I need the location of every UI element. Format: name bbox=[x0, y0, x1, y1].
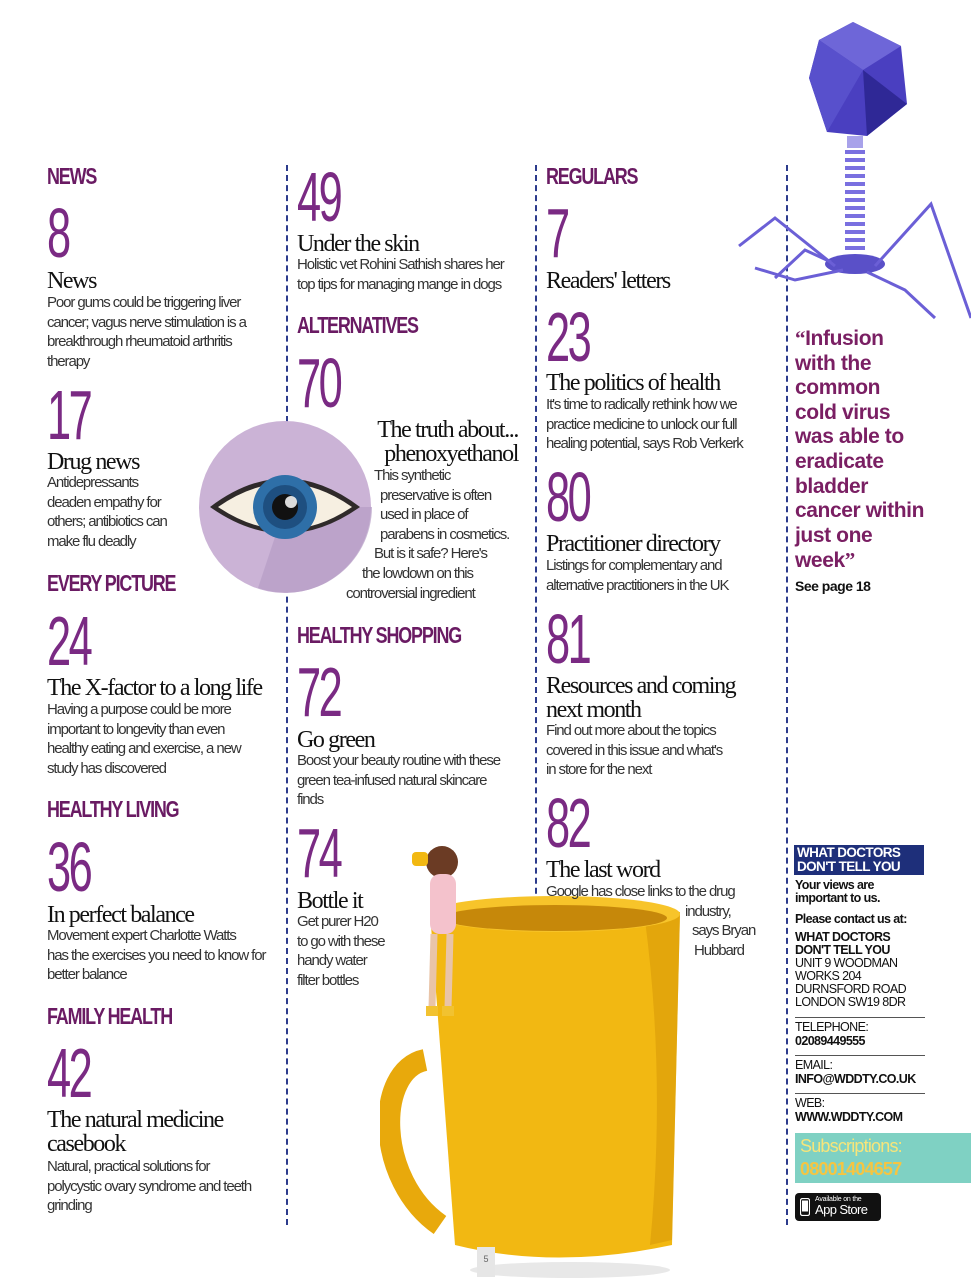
article-title-drug-news[interactable]: Drug news bbox=[47, 449, 140, 475]
article-title-politics-of-health[interactable]: The politics of health bbox=[546, 370, 720, 396]
address-block: WHAT DOCTORS DON'T TELL YOU UNIT 9 WOODMAN WORKS 204 DURNSFORD ROAD LONDON SW19 8DR bbox=[795, 930, 907, 1009]
article-desc-x-factor: Having a purpose could be more important to longevity than even healthy eating and exercise, a new study has discovered bbox=[47, 701, 241, 777]
page-number-70[interactable]: 70 bbox=[297, 344, 341, 422]
article-desc-perfect-balance: Movement expert Charlotte Watts has the exercises you need to know for better balance bbox=[47, 927, 266, 984]
telephone-value[interactable]: 02089449555 bbox=[795, 1034, 865, 1048]
subscriptions-number[interactable]: 08001404657 bbox=[800, 1159, 902, 1179]
column-divider-1 bbox=[286, 165, 288, 1225]
subscriptions-box[interactable] bbox=[795, 1133, 971, 1183]
quote-open-icon: “ bbox=[795, 326, 806, 350]
pull-quote: “Infusion with the common cold virus was able to eradicate bladder cancer within just one week” bbox=[795, 326, 925, 573]
page-number-17[interactable]: 17 bbox=[47, 376, 91, 454]
article-desc-practitioner-directory: Listings for complementary and alternative practitioners in the UK bbox=[546, 557, 729, 594]
page-number-80[interactable]: 80 bbox=[546, 458, 590, 536]
views-text: Your views are important to us. bbox=[795, 878, 880, 905]
contact-divider bbox=[795, 1017, 925, 1018]
subscriptions-label: Subscriptions: bbox=[800, 1136, 902, 1156]
telephone-label: TELEPHONE: bbox=[795, 1020, 869, 1034]
contact-intro: Please contact us at: bbox=[795, 912, 907, 926]
page-number-24[interactable]: 24 bbox=[47, 602, 91, 680]
article-desc-resources: Find out more about the topics covered in this issue and what's in store for the next bbox=[546, 722, 723, 779]
section-healthy-living: HEALTHY LIVING bbox=[47, 796, 179, 822]
section-healthy-shopping: HEALTHY SHOPPING bbox=[297, 622, 462, 648]
article-desc-bottle-it: Get purer H20 to go with these handy water filter bottles bbox=[297, 913, 385, 989]
article-title-resources[interactable]: Resources and coming next month bbox=[546, 673, 736, 723]
page-number-footer: 5 bbox=[477, 1247, 495, 1277]
article-title-last-word[interactable]: The last word bbox=[546, 857, 660, 883]
article-desc-drug-news: Antidepressants deaden empathy for others; antibiotics can make flu deadly bbox=[47, 474, 167, 550]
article-desc-go-green: Boost your beauty routine with these green tea-infused natural skincare finds bbox=[297, 752, 501, 809]
contact-divider bbox=[795, 1055, 925, 1056]
quote-close-icon: ” bbox=[844, 548, 855, 573]
brand-logo: WHAT DOCTORS DON'T TELL YOU bbox=[794, 845, 924, 875]
article-desc-phenoxyethanol: This synthetic preservative is often used in place of parabens in cosmetics. But is it safe? Here's the lowdown on this controversial ingredient bbox=[346, 467, 510, 602]
article-title-practitioner-directory[interactable]: Practitioner directory bbox=[546, 531, 720, 557]
article-title-phenoxyethanol[interactable]: The truth about... phenoxyethanol bbox=[377, 417, 518, 467]
eye-illustration bbox=[198, 420, 372, 594]
page-number-72[interactable]: 72 bbox=[297, 653, 341, 731]
article-title-under-the-skin[interactable]: Under the skin bbox=[297, 231, 419, 257]
article-desc-under-the-skin: Holistic vet Rohini Sathish shares her top tips for managing mange in dogs bbox=[297, 256, 504, 293]
article-title-bottle-it[interactable]: Bottle it bbox=[297, 888, 363, 914]
page-number-42[interactable]: 42 bbox=[47, 1034, 91, 1112]
article-title-x-factor[interactable]: The X-factor to a long life bbox=[47, 675, 262, 701]
article-desc-last-word: Google has close links to the drug industry, says Bryan Hubbard bbox=[546, 883, 756, 959]
section-family-health: FAMILY HEALTH bbox=[47, 1003, 173, 1029]
article-desc-casebook: Natural, practical solutions for polycystic ovary syndrome and teeth grinding bbox=[47, 1158, 252, 1215]
web-value[interactable]: WWW.WDDTY.COM bbox=[795, 1110, 903, 1124]
page-number-7[interactable]: 7 bbox=[546, 194, 568, 272]
quote-source[interactable]: See page 18 bbox=[795, 578, 871, 594]
section-news: NEWS bbox=[47, 163, 97, 189]
contact-divider bbox=[795, 1093, 925, 1094]
email-value[interactable]: INFO@WDDTY.CO.UK bbox=[795, 1072, 916, 1086]
article-desc-politics-of-health: It's time to radically rethink how we practice medicine to unlock our full healing potential, says Rob Verkerk bbox=[546, 396, 743, 453]
article-title-go-green[interactable]: Go green bbox=[297, 727, 375, 753]
app-store-badge[interactable]: Available on the App Store bbox=[795, 1193, 881, 1221]
page-number-8[interactable]: 8 bbox=[47, 194, 69, 272]
page-number-36[interactable]: 36 bbox=[47, 828, 91, 906]
section-every-picture: EVERY PICTURE bbox=[47, 570, 176, 596]
section-regulars: REGULARS bbox=[546, 163, 638, 189]
article-title-news[interactable]: News bbox=[47, 268, 97, 294]
page-number-74[interactable]: 74 bbox=[297, 814, 341, 892]
article-title-casebook[interactable]: The natural medicine casebook bbox=[47, 1107, 223, 1157]
article-desc-news: Poor gums could be triggering liver cancer; vagus nerve stimulation is a breakthrough rheumatoid arthritis therapy bbox=[47, 294, 246, 370]
page-number-23[interactable]: 23 bbox=[546, 298, 590, 376]
article-title-perfect-balance[interactable]: In perfect balance bbox=[47, 902, 194, 928]
page-number-82[interactable]: 82 bbox=[546, 784, 590, 862]
page-number-81[interactable]: 81 bbox=[546, 600, 590, 678]
web-label: WEB: bbox=[795, 1096, 825, 1110]
email-label: EMAIL: bbox=[795, 1058, 833, 1072]
article-title-readers-letters[interactable]: Readers' letters bbox=[546, 268, 670, 294]
section-alternatives: ALTERNATIVES bbox=[297, 312, 418, 338]
phone-icon bbox=[800, 1198, 810, 1216]
page-number-49[interactable]: 49 bbox=[297, 158, 341, 236]
virus-illustration bbox=[735, 18, 971, 328]
